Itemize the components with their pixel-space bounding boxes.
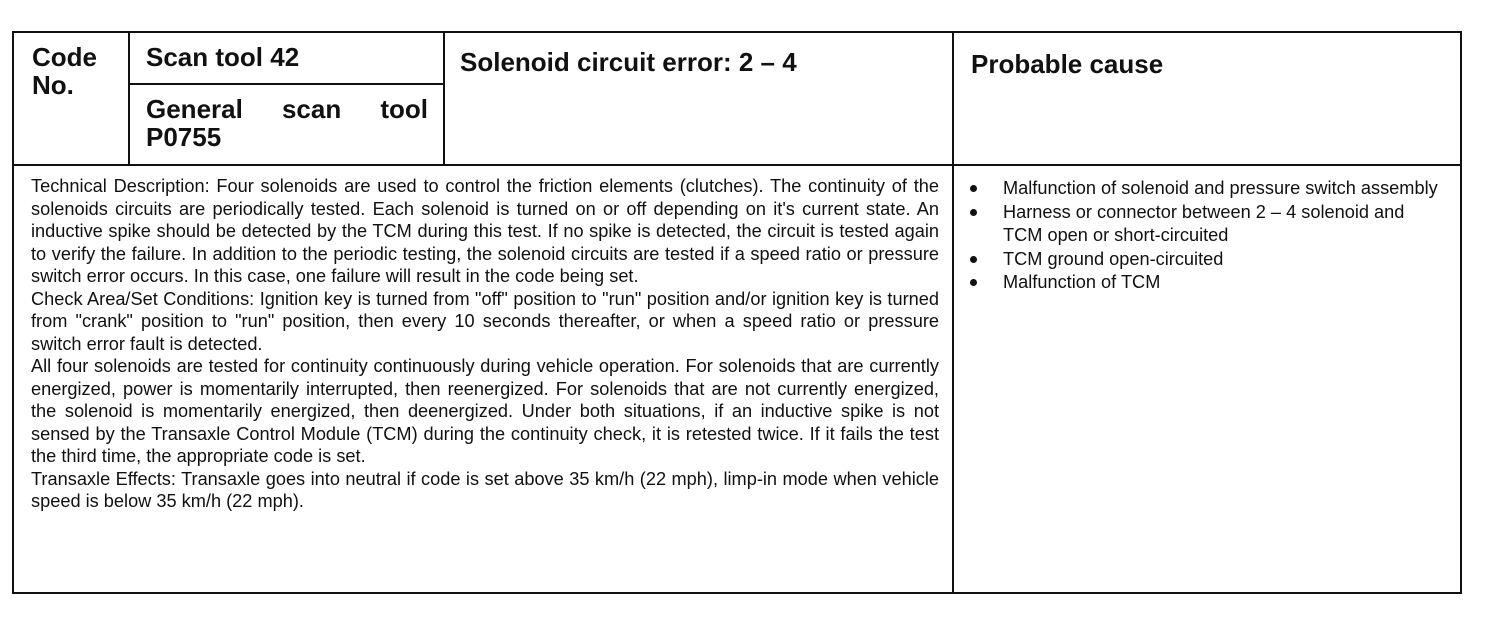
scan-tool-label: Scan tool 42 (146, 42, 300, 72)
technical-description (31, 175, 939, 513)
divider-header-body (13, 164, 1461, 166)
probable-cause-text: Harness or connector between 2 – 4 solenoid and TCM open or short-circuited (1003, 201, 1405, 245)
description-paragraph: All four solenoids are tested for continuity continuously during vehicle operation. For solenoids that are currently energized, power is momentarily interrupted, then reenergized. For solenoids that are not currently energized, the solenoid is momentarily energized, then deenergized. Under both situations, if an inductive spike is not sensed by the Transaxle Control Module (TCM) during the continuity check, it is retested twice. If it fails the test the third time, the appropriate code is set. (31, 356, 939, 466)
probable-cause-item (966, 177, 1446, 201)
probable-cause-text: TCM ground open-circuited (1003, 248, 1224, 269)
probable-cause-list (966, 177, 1446, 295)
divider-scan-col (443, 32, 445, 166)
general-scan-tool-code: P0755 (146, 122, 222, 152)
probable-cause-item (966, 271, 1446, 295)
probable-cause-item (966, 248, 1446, 272)
code-title: Solenoid circuit error: 2 – 4 (460, 47, 797, 77)
bullet-icon (970, 209, 977, 216)
divider-scan-rows (129, 83, 444, 85)
description-paragraph: Technical Description: Four solenoids are used to control the friction elements (clutches). The continuity of the solenoids circuits are periodically tested. Each solenoid is turned on or off depending on it's current state. An inductive spike should be detected by the TCM during this test. If no spike is detected, the circuit is tested again to verify the failure. In addition to the periodic testing, the solenoid circuits are tested if a speed ratio or pressure switch error occurs. In this case, one failure will result in the code being set. (31, 176, 939, 286)
probable-cause-text: Malfunction of solenoid and pressure switch assembly (1003, 178, 1438, 198)
bullet-icon (970, 185, 977, 192)
description-paragraph: Check Area/Set Conditions: Ignition key is turned from "off" position to "run" position and/or ignition key is turned from "crank" position to "run" position, then every 10 seconds thereafter, or when a speed ratio or pressure switch error fault is detected. (31, 288, 939, 354)
bullet-icon (970, 279, 977, 286)
description-paragraph: Transaxle Effects: Transaxle goes into neutral if code is set above 35 km/h (22 mph), limp-in mode when vehicle speed is below 35 km/h (22 mph). (31, 468, 939, 511)
probable-cause-heading: Probable cause (971, 49, 1164, 79)
code-no-heading: Code No. (32, 42, 97, 100)
probable-cause-item (966, 201, 1446, 248)
probable-cause-text: Malfunction of TCM (1003, 272, 1161, 292)
divider-cause-col (952, 32, 954, 594)
general-scan-tool-text: General scan tool (146, 94, 428, 124)
divider-code-col (128, 32, 130, 166)
general-scan-tool-label (146, 95, 428, 151)
bullet-icon (970, 256, 977, 263)
